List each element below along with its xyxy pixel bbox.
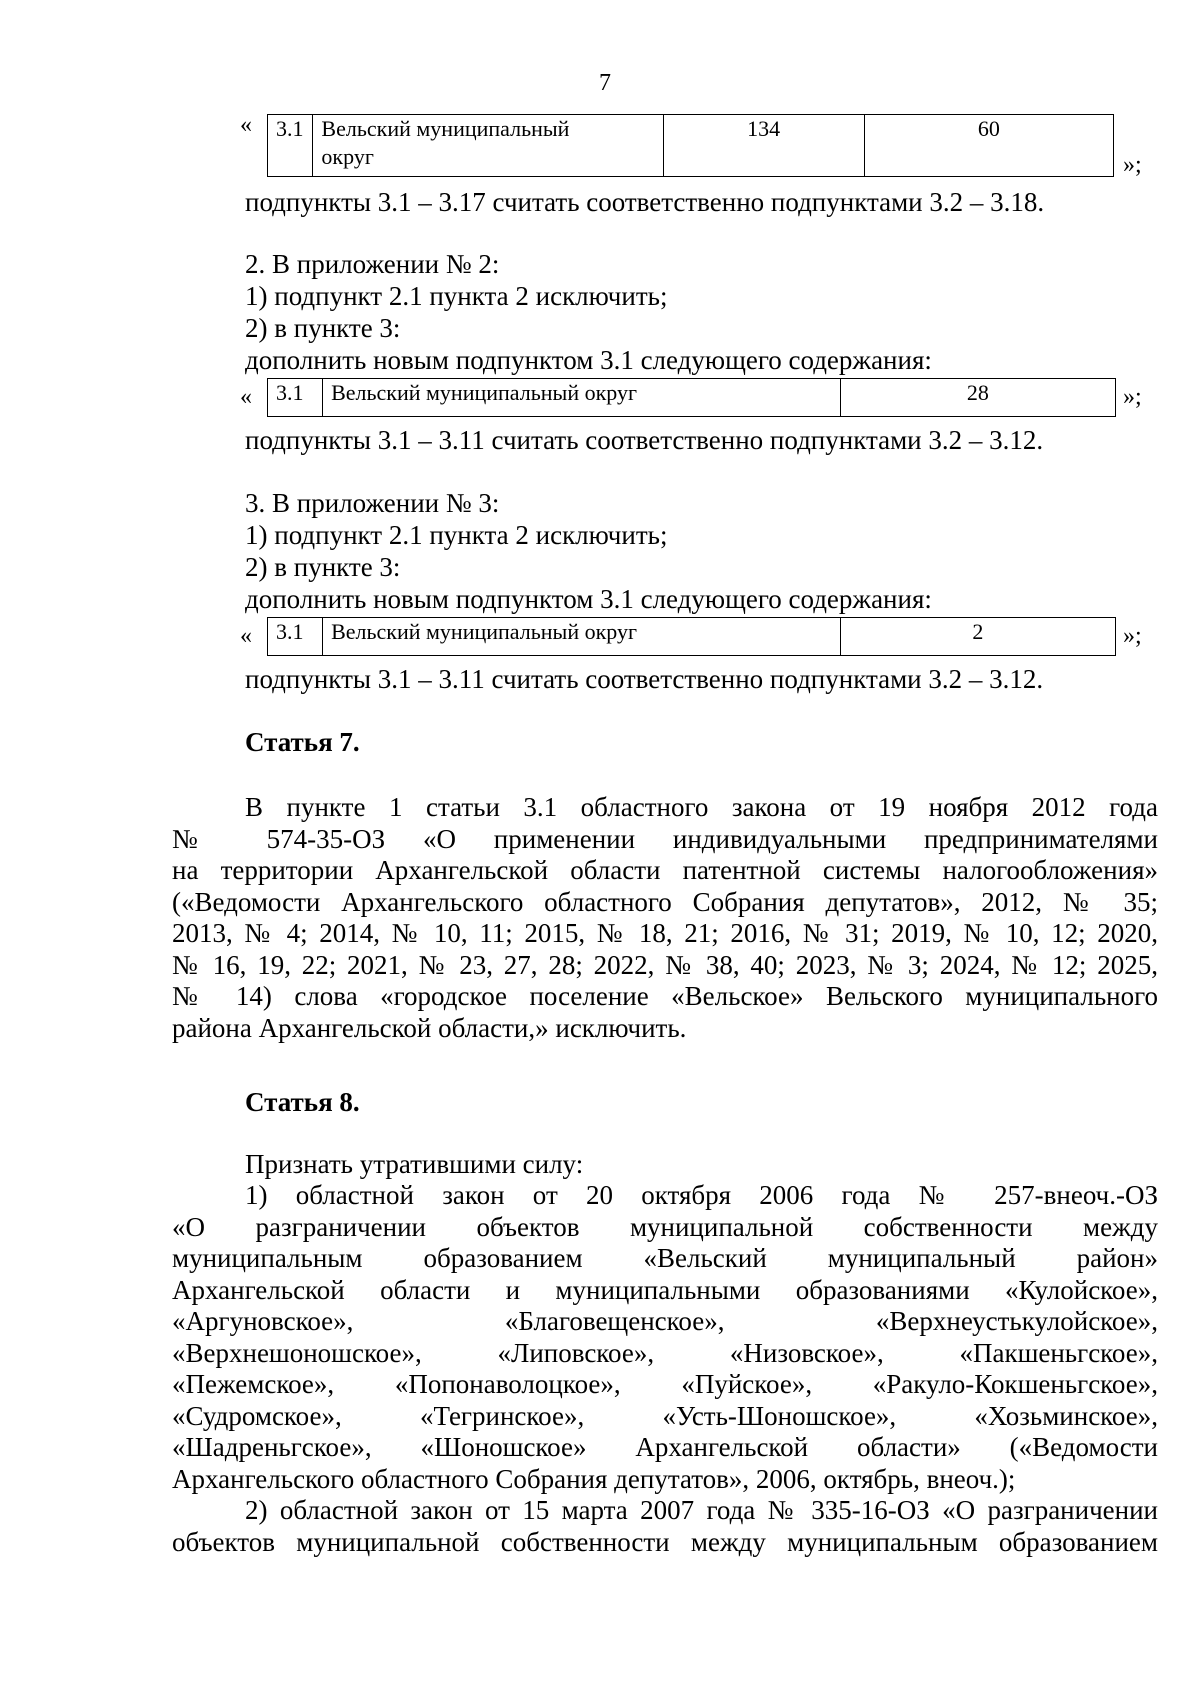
open-quote: « [240, 623, 252, 649]
paragraph-line: В пункте 1 статьи 3.1 областного закона от 19 ноября 2012 года [245, 792, 1158, 822]
paragraph-line: Архангельской области и муниципальными образованиями «Кулойское», [172, 1274, 1158, 1305]
table-cell-number: 3.1 [268, 115, 313, 177]
paragraph-line: на территории Архангельской области патентной системы налогообложения» [172, 855, 1158, 885]
table-cell-name [313, 115, 663, 177]
table-cell-number: 3.1 [268, 618, 323, 656]
paragraph-line: «Аргуновское», «Благовещенское», «Верхнеустькулойское», [172, 1306, 1158, 1336]
section-2-item-1: 1) подпункт 2.1 пункта 2 исключить; [245, 281, 668, 311]
paragraph-line: 2) областной закон от 15 марта 2007 года № 335-16-ОЗ «О разграничении [245, 1495, 1158, 1525]
article-7-heading: Статья 7. [245, 727, 360, 757]
table-cell-number: 3.1 [268, 379, 323, 417]
paragraph-line: 1) областной закон от 20 октября 2006 года № 257-внеоч.-ОЗ [245, 1180, 1158, 1210]
text-line: подпункты 3.1 – 3.11 считать соответственно подпунктами 3.2 – 3.12. [245, 664, 1044, 694]
paragraph-line: Архангельского областного Собрания депутатов», 2006, октябрь, внеоч.); [172, 1463, 1016, 1494]
table-cell-name-line2: округ [321, 144, 374, 169]
page-number: 7 [599, 70, 611, 96]
paragraph-line: «Пежемское», «Попонаволоцкое», «Пуйское», «Ракуло-Кокшеньгское», [172, 1369, 1158, 1399]
text-line: подпункты 3.1 – 3.17 считать соответственно подпунктами 3.2 – 3.18. [245, 187, 1045, 217]
paragraph-line: 2013, № 4; 2014, № 10, 11; 2015, № 18, 21; 2016, № 31; 2019, № 10, 12; 2020, [172, 918, 1158, 948]
paragraph-line: муниципальным образованием «Вельский муниципальный район» [172, 1243, 1158, 1273]
open-quote: « [240, 384, 252, 410]
inserted-table-2 [267, 378, 1116, 417]
inserted-table-1 [267, 114, 1114, 177]
paragraph-line: района Архангельской области,» исключить. [172, 1012, 687, 1043]
close-quote: »; [1123, 384, 1142, 410]
article-7-paragraph [172, 792, 1158, 1044]
paragraph-line: «Судромское», «Тегринское», «Усть-Шоношское», «Хозьминское», [172, 1400, 1158, 1431]
paragraph-line: «О разграничении объектов муниципальной собственности между [172, 1211, 1158, 1242]
table-cell-value: 2 [840, 618, 1115, 656]
table-cell-value: 28 [840, 379, 1115, 417]
close-quote: »; [1123, 152, 1142, 178]
section-2-title: 2. В приложении № 2: [245, 249, 500, 279]
article-8-heading: Статья 8. [245, 1087, 360, 1117]
table-cell-name: Вельский муниципальный округ [323, 379, 841, 417]
paragraph-line: объектов муниципальной собственности между муниципальным образованием [172, 1526, 1158, 1557]
article-8-list [172, 1180, 1158, 1558]
paragraph-line: № 16, 19, 22; 2021, № 23, 27, 28; 2022, № 38, 40; 2023, № 3; 2024, № 12; 2025, [172, 949, 1158, 980]
section-3-title: 3. В приложении № 3: [245, 488, 500, 518]
close-quote: »; [1123, 623, 1142, 649]
paragraph-line: № 574-35-ОЗ «О применении индивидуальными предпринимателями [172, 823, 1158, 854]
table-cell-name: Вельский муниципальный округ [323, 618, 841, 656]
section-2-item-3: дополнить новым подпунктом 3.1 следующего содержания: [245, 345, 932, 375]
table-cell-name-line1: Вельский муниципальный [321, 116, 570, 141]
paragraph-line: «Верхнешоношское», «Липовское», «Низовское», «Пакшеньгское», [172, 1337, 1158, 1368]
text-line: подпункты 3.1 – 3.11 считать соответственно подпунктами 3.2 – 3.12. [245, 425, 1044, 455]
paragraph-line: № 14) слова «городское поселение «Вельское» Вельского муниципального [172, 981, 1158, 1011]
paragraph-line: («Ведомости Архангельского областного Собрания депутатов», 2012, № 35; [172, 886, 1158, 917]
section-3-item-2: 2) в пункте 3: [245, 552, 401, 582]
table-cell-value-2: 60 [864, 115, 1113, 177]
section-3-item-1: 1) подпункт 2.1 пункта 2 исключить; [245, 520, 668, 550]
article-8-intro: Признать утратившими силу: [245, 1149, 584, 1179]
paragraph-line: «Шадреньгское», «Шоношское» Архангельской области» («Ведомости [172, 1432, 1158, 1462]
section-3-item-3: дополнить новым подпунктом 3.1 следующего содержания: [245, 584, 932, 614]
table-cell-value-1: 134 [663, 115, 864, 177]
section-2-item-2: 2) в пункте 3: [245, 313, 401, 343]
inserted-table-3 [267, 617, 1116, 656]
open-quote: « [240, 112, 252, 138]
